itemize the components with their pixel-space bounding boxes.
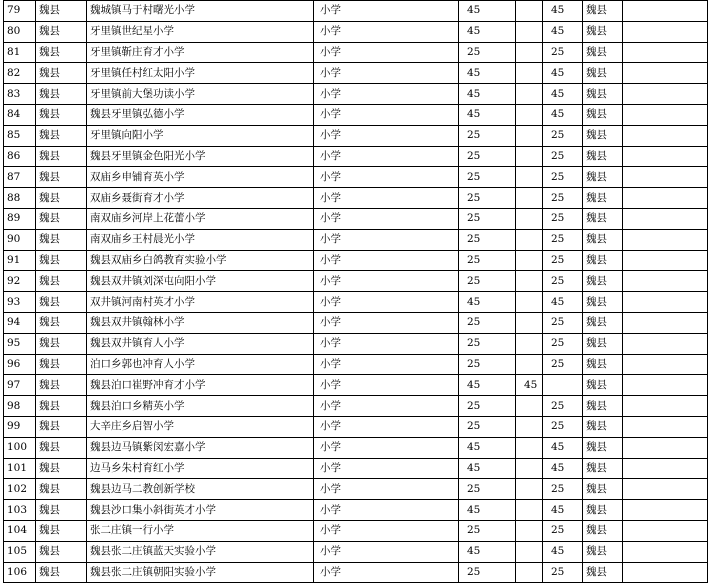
school-name-cell: 南双庙乡王村晨光小学 (87, 229, 314, 250)
count-b-cell (516, 250, 543, 271)
row-number: 84 (4, 104, 36, 125)
count-c-cell: 45 (543, 437, 583, 458)
count-a-cell: 25 (459, 229, 516, 250)
count-b-cell (516, 396, 543, 417)
location-cell: 魏县 (583, 208, 623, 229)
school-name-cell: 张二庄镇一行小学 (87, 520, 314, 541)
location-cell: 魏县 (583, 396, 623, 417)
count-b-cell (516, 312, 543, 333)
school-name-cell: 魏县沙口集小斜街英才小学 (87, 500, 314, 521)
count-a-cell: 45 (459, 375, 516, 396)
school-type-cell: 小学 (314, 229, 459, 250)
row-number: 106 (4, 562, 36, 583)
row-number: 99 (4, 416, 36, 437)
count-a-cell: 45 (459, 500, 516, 521)
count-c-cell: 45 (543, 292, 583, 313)
county-cell: 魏县 (36, 416, 87, 437)
school-type-cell: 小学 (314, 250, 459, 271)
row-number: 102 (4, 479, 36, 500)
extra-cell (623, 312, 708, 333)
table-row (4, 500, 708, 521)
location-cell: 魏县 (583, 167, 623, 188)
count-a-cell: 25 (459, 312, 516, 333)
extra-cell (623, 333, 708, 354)
extra-cell (623, 416, 708, 437)
location-cell: 魏县 (583, 1, 623, 22)
school-type-cell: 小学 (314, 104, 459, 125)
table-row (4, 375, 708, 396)
row-number: 95 (4, 333, 36, 354)
school-type-cell: 小学 (314, 396, 459, 417)
count-b-cell (516, 229, 543, 250)
county-cell: 魏县 (36, 63, 87, 84)
extra-cell (623, 396, 708, 417)
school-type-cell: 小学 (314, 188, 459, 209)
count-b-cell (516, 146, 543, 167)
school-type-cell: 小学 (314, 520, 459, 541)
table-row (4, 84, 708, 105)
table-row (4, 333, 708, 354)
location-cell: 魏县 (583, 375, 623, 396)
school-name-cell: 魏县边马二教创新学校 (87, 479, 314, 500)
table-row (4, 396, 708, 417)
school-name-cell: 牙里镇靳庄育才小学 (87, 42, 314, 63)
school-name-cell: 牙里镇任村红太阳小学 (87, 63, 314, 84)
count-c-cell: 45 (543, 458, 583, 479)
location-cell: 魏县 (583, 333, 623, 354)
row-number: 88 (4, 188, 36, 209)
row-number: 81 (4, 42, 36, 63)
count-c-cell (543, 375, 583, 396)
count-a-cell: 25 (459, 208, 516, 229)
count-b-cell (516, 500, 543, 521)
count-c-cell: 45 (543, 104, 583, 125)
row-number: 83 (4, 84, 36, 105)
county-cell: 魏县 (36, 125, 87, 146)
count-a-cell: 25 (459, 479, 516, 500)
count-b-cell (516, 271, 543, 292)
extra-cell (623, 458, 708, 479)
location-cell: 魏县 (583, 416, 623, 437)
county-cell: 魏县 (36, 1, 87, 22)
count-b-cell (516, 437, 543, 458)
table-body (4, 1, 708, 583)
school-name-cell: 牙里镇前大堡功读小学 (87, 84, 314, 105)
school-type-cell: 小学 (314, 562, 459, 583)
extra-cell (623, 125, 708, 146)
row-number: 85 (4, 125, 36, 146)
count-b-cell (516, 292, 543, 313)
county-cell: 魏县 (36, 188, 87, 209)
extra-cell (623, 520, 708, 541)
extra-cell (623, 271, 708, 292)
location-cell: 魏县 (583, 562, 623, 583)
location-cell: 魏县 (583, 541, 623, 562)
school-type-cell: 小学 (314, 1, 459, 22)
count-c-cell: 25 (543, 146, 583, 167)
school-type-cell: 小学 (314, 479, 459, 500)
count-c-cell: 45 (543, 63, 583, 84)
count-a-cell: 25 (459, 125, 516, 146)
county-cell: 魏县 (36, 562, 87, 583)
school-type-cell: 小学 (314, 437, 459, 458)
row-number: 82 (4, 63, 36, 84)
school-type-cell: 小学 (314, 375, 459, 396)
count-b-cell (516, 354, 543, 375)
school-name-cell: 魏县张二庄镇蓝天实验小学 (87, 541, 314, 562)
location-cell: 魏县 (583, 458, 623, 479)
count-b-cell (516, 520, 543, 541)
school-type-cell: 小学 (314, 42, 459, 63)
location-cell: 魏县 (583, 125, 623, 146)
table-row (4, 21, 708, 42)
row-number: 93 (4, 292, 36, 313)
count-b-cell (516, 188, 543, 209)
table-row (4, 271, 708, 292)
count-b-cell (516, 104, 543, 125)
row-number: 97 (4, 375, 36, 396)
location-cell: 魏县 (583, 292, 623, 313)
row-number: 90 (4, 229, 36, 250)
row-number: 105 (4, 541, 36, 562)
school-type-cell: 小学 (314, 21, 459, 42)
table-row (4, 250, 708, 271)
school-name-cell: 魏县双井镇刘深屯向阳小学 (87, 271, 314, 292)
county-cell: 魏县 (36, 21, 87, 42)
count-c-cell: 45 (543, 84, 583, 105)
extra-cell (623, 63, 708, 84)
count-a-cell: 45 (459, 292, 516, 313)
table-row (4, 146, 708, 167)
extra-cell (623, 42, 708, 63)
count-b-cell (516, 1, 543, 22)
school-name-cell: 魏县张二庄镇朝阳实验小学 (87, 562, 314, 583)
row-number: 101 (4, 458, 36, 479)
school-name-cell: 泊口乡郭也冲育人小学 (87, 354, 314, 375)
row-number: 92 (4, 271, 36, 292)
row-number: 104 (4, 520, 36, 541)
count-b-cell: 45 (516, 375, 543, 396)
count-c-cell: 45 (543, 1, 583, 22)
count-a-cell: 25 (459, 250, 516, 271)
count-c-cell: 25 (543, 333, 583, 354)
count-a-cell: 25 (459, 146, 516, 167)
count-b-cell (516, 479, 543, 500)
count-a-cell: 25 (459, 333, 516, 354)
row-number: 89 (4, 208, 36, 229)
table-row (4, 167, 708, 188)
county-cell: 魏县 (36, 541, 87, 562)
school-name-cell: 双庙乡申铺育英小学 (87, 167, 314, 188)
school-name-cell: 魏城镇马于村曙光小学 (87, 1, 314, 22)
extra-cell (623, 146, 708, 167)
county-cell: 魏县 (36, 375, 87, 396)
county-cell: 魏县 (36, 333, 87, 354)
location-cell: 魏县 (583, 312, 623, 333)
count-b-cell (516, 42, 543, 63)
table-row (4, 208, 708, 229)
county-cell: 魏县 (36, 271, 87, 292)
extra-cell (623, 229, 708, 250)
count-b-cell (516, 63, 543, 84)
row-number: 87 (4, 167, 36, 188)
count-c-cell: 25 (543, 312, 583, 333)
county-cell: 魏县 (36, 312, 87, 333)
table-row (4, 437, 708, 458)
county-cell: 魏县 (36, 292, 87, 313)
row-number: 79 (4, 1, 36, 22)
count-b-cell (516, 167, 543, 188)
extra-cell (623, 479, 708, 500)
table-row (4, 1, 708, 22)
extra-cell (623, 437, 708, 458)
extra-cell (623, 354, 708, 375)
count-b-cell (516, 458, 543, 479)
school-name-cell: 牙里镇向阳小学 (87, 125, 314, 146)
school-type-cell: 小学 (314, 458, 459, 479)
count-c-cell: 45 (543, 541, 583, 562)
school-name-cell: 双井镇河南村英才小学 (87, 292, 314, 313)
count-b-cell (516, 208, 543, 229)
location-cell: 魏县 (583, 354, 623, 375)
extra-cell (623, 562, 708, 583)
school-type-cell: 小学 (314, 84, 459, 105)
county-cell: 魏县 (36, 250, 87, 271)
row-number: 86 (4, 146, 36, 167)
county-cell: 魏县 (36, 229, 87, 250)
school-type-cell: 小学 (314, 312, 459, 333)
county-cell: 魏县 (36, 520, 87, 541)
location-cell: 魏县 (583, 520, 623, 541)
location-cell: 魏县 (583, 84, 623, 105)
row-number: 103 (4, 500, 36, 521)
school-type-cell: 小学 (314, 354, 459, 375)
extra-cell (623, 104, 708, 125)
school-name-cell: 魏县泊口乡精英小学 (87, 396, 314, 417)
extra-cell (623, 500, 708, 521)
county-cell: 魏县 (36, 208, 87, 229)
extra-cell (623, 375, 708, 396)
table-row (4, 458, 708, 479)
table-row (4, 416, 708, 437)
count-c-cell: 25 (543, 354, 583, 375)
extra-cell (623, 167, 708, 188)
count-b-cell (516, 84, 543, 105)
school-name-cell: 双庙乡聂街育才小学 (87, 188, 314, 209)
count-c-cell: 25 (543, 396, 583, 417)
count-b-cell (516, 333, 543, 354)
school-type-cell: 小学 (314, 541, 459, 562)
count-a-cell: 25 (459, 188, 516, 209)
location-cell: 魏县 (583, 42, 623, 63)
count-c-cell: 25 (543, 125, 583, 146)
school-name-cell: 南双庙乡河岸上花蕾小学 (87, 208, 314, 229)
row-number: 91 (4, 250, 36, 271)
school-type-cell: 小学 (314, 167, 459, 188)
school-type-cell: 小学 (314, 271, 459, 292)
count-a-cell: 25 (459, 562, 516, 583)
location-cell: 魏县 (583, 104, 623, 125)
count-c-cell: 25 (543, 208, 583, 229)
county-cell: 魏县 (36, 458, 87, 479)
count-a-cell: 45 (459, 104, 516, 125)
count-a-cell: 45 (459, 1, 516, 22)
school-type-cell: 小学 (314, 333, 459, 354)
count-c-cell: 25 (543, 416, 583, 437)
school-name-cell: 大辛庄乡启智小学 (87, 416, 314, 437)
school-name-cell: 魏县牙里镇弘德小学 (87, 104, 314, 125)
row-number: 96 (4, 354, 36, 375)
count-a-cell: 45 (459, 437, 516, 458)
location-cell: 魏县 (583, 21, 623, 42)
school-name-cell: 魏县泊口崔野冲育才小学 (87, 375, 314, 396)
table-row (4, 125, 708, 146)
count-a-cell: 25 (459, 396, 516, 417)
table-row (4, 229, 708, 250)
extra-cell (623, 292, 708, 313)
school-type-cell: 小学 (314, 500, 459, 521)
count-c-cell: 25 (543, 250, 583, 271)
row-number: 98 (4, 396, 36, 417)
extra-cell (623, 84, 708, 105)
school-type-cell: 小学 (314, 208, 459, 229)
location-cell: 魏县 (583, 63, 623, 84)
school-name-cell: 牙里镇世纪星小学 (87, 21, 314, 42)
school-table (3, 0, 708, 583)
count-c-cell: 25 (543, 229, 583, 250)
count-a-cell: 45 (459, 541, 516, 562)
county-cell: 魏县 (36, 479, 87, 500)
count-c-cell: 25 (543, 479, 583, 500)
school-type-cell: 小学 (314, 416, 459, 437)
extra-cell (623, 1, 708, 22)
school-name-cell: 魏县边马镇紫闵宏嘉小学 (87, 437, 314, 458)
table-row (4, 104, 708, 125)
county-cell: 魏县 (36, 84, 87, 105)
county-cell: 魏县 (36, 146, 87, 167)
table-row (4, 479, 708, 500)
count-a-cell: 45 (459, 21, 516, 42)
school-type-cell: 小学 (314, 125, 459, 146)
count-a-cell: 25 (459, 354, 516, 375)
count-a-cell: 25 (459, 271, 516, 292)
count-b-cell (516, 541, 543, 562)
extra-cell (623, 21, 708, 42)
location-cell: 魏县 (583, 500, 623, 521)
location-cell: 魏县 (583, 271, 623, 292)
count-c-cell: 45 (543, 500, 583, 521)
location-cell: 魏县 (583, 188, 623, 209)
location-cell: 魏县 (583, 250, 623, 271)
table-row (4, 520, 708, 541)
county-cell: 魏县 (36, 500, 87, 521)
school-type-cell: 小学 (314, 292, 459, 313)
count-c-cell: 25 (543, 520, 583, 541)
count-c-cell: 25 (543, 562, 583, 583)
table-row (4, 354, 708, 375)
county-cell: 魏县 (36, 104, 87, 125)
county-cell: 魏县 (36, 437, 87, 458)
location-cell: 魏县 (583, 229, 623, 250)
school-type-cell: 小学 (314, 146, 459, 167)
count-b-cell (516, 416, 543, 437)
location-cell: 魏县 (583, 437, 623, 458)
count-b-cell (516, 21, 543, 42)
count-c-cell: 25 (543, 167, 583, 188)
table-row (4, 42, 708, 63)
table-row (4, 541, 708, 562)
count-a-cell: 25 (459, 167, 516, 188)
row-number: 100 (4, 437, 36, 458)
extra-cell (623, 541, 708, 562)
row-number: 80 (4, 21, 36, 42)
school-name-cell: 魏县双井镇育人小学 (87, 333, 314, 354)
count-a-cell: 25 (459, 520, 516, 541)
count-a-cell: 45 (459, 458, 516, 479)
extra-cell (623, 188, 708, 209)
school-name-cell: 魏县牙里镇金色阳光小学 (87, 146, 314, 167)
table-row (4, 63, 708, 84)
count-c-cell: 25 (543, 188, 583, 209)
location-cell: 魏县 (583, 479, 623, 500)
count-b-cell (516, 125, 543, 146)
school-name-cell: 边马乡朱村育红小学 (87, 458, 314, 479)
count-a-cell: 25 (459, 416, 516, 437)
count-c-cell: 45 (543, 21, 583, 42)
county-cell: 魏县 (36, 42, 87, 63)
county-cell: 魏县 (36, 167, 87, 188)
school-type-cell: 小学 (314, 63, 459, 84)
count-a-cell: 45 (459, 84, 516, 105)
count-c-cell: 25 (543, 42, 583, 63)
table-row (4, 292, 708, 313)
count-a-cell: 45 (459, 63, 516, 84)
count-b-cell (516, 562, 543, 583)
extra-cell (623, 250, 708, 271)
count-c-cell: 25 (543, 271, 583, 292)
count-a-cell: 25 (459, 42, 516, 63)
table-row (4, 312, 708, 333)
location-cell: 魏县 (583, 146, 623, 167)
extra-cell (623, 208, 708, 229)
table-row (4, 562, 708, 583)
county-cell: 魏县 (36, 396, 87, 417)
school-name-cell: 魏县双井镇翰林小学 (87, 312, 314, 333)
table-row (4, 188, 708, 209)
county-cell: 魏县 (36, 354, 87, 375)
school-name-cell: 魏县双庙乡白鸽教育实验小学 (87, 250, 314, 271)
row-number: 94 (4, 312, 36, 333)
